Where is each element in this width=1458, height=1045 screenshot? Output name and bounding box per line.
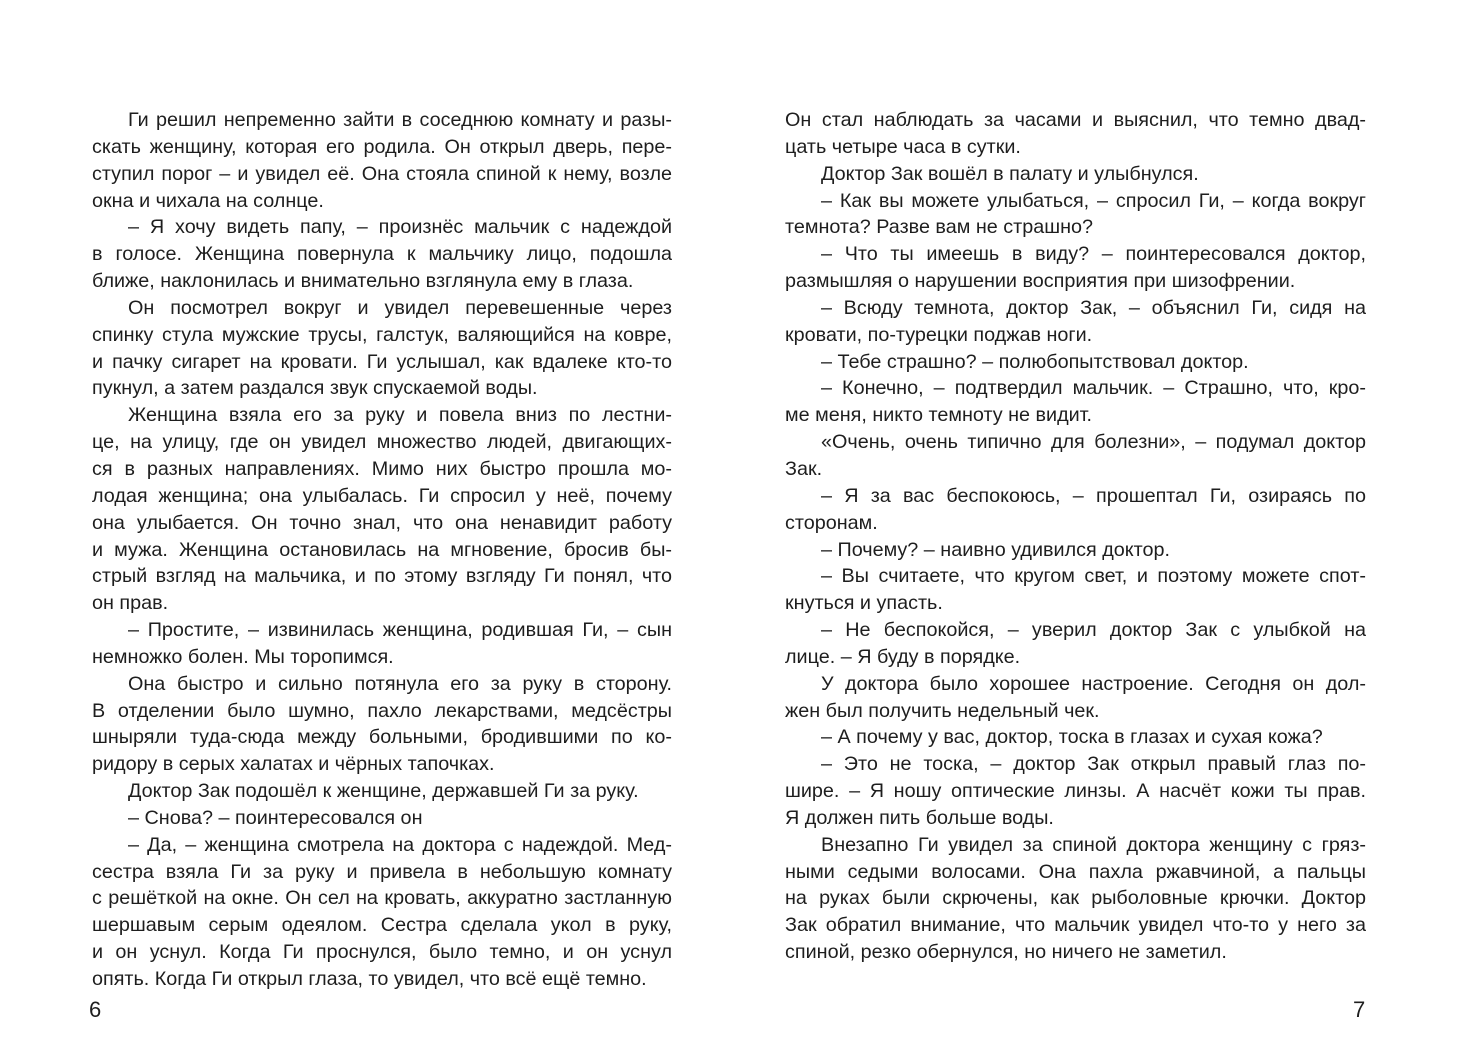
text-line: в голосе. Женщина повернула к мальчику лицо, подошла [92, 243, 672, 266]
text-line: – Почему? – наивно удивился доктор. [821, 538, 1170, 561]
text-line: на руках были скрючены, как рыболовные крючки. Доктор [785, 887, 1366, 910]
text-line: он прав. [92, 592, 169, 615]
text-line: ступил порог – и увидел её. Она стояла спиной к нему, возле [92, 162, 672, 185]
text-line: и мужа. Женщина остановилась на мгновение, бросив бы- [92, 538, 672, 561]
text-line: – Это не тоска, – доктор Зак открыл правый глаз по- [821, 753, 1366, 776]
text-line: жен был получить недельный чек. [785, 699, 1100, 722]
text-line: она улыбается. Он точно знал, что она ненавидит работу [92, 511, 672, 534]
text-line: Я должен пить больше воды. [785, 806, 1054, 829]
text-line: шныряли туда-сюда между больными, бродившими по ко- [92, 726, 672, 749]
right-page [729, 0, 1458, 1045]
text-line: и он уснул. Когда Ги проснулся, было темно, и он уснул [92, 941, 672, 964]
text-line: «Очень, очень типично для болезни», – подумал доктор [821, 431, 1366, 454]
text-line: – А почему у вас, доктор, тоска в глазах и сухая кожа? [821, 726, 1323, 749]
text-line: сестра взяла Ги за руку и привела в небольшую комнату [92, 860, 672, 883]
text-line: ме меня, никто темноту не видит. [785, 404, 1093, 427]
text-line: – Что ты имеешь в виду? – поинтересовался доктор, [821, 243, 1366, 266]
text-line: це, на улицу, где он увидел множество людей, двигающих- [92, 431, 672, 454]
text-line: – Я хочу видеть папу, – произнёс мальчик с надеждой [128, 216, 672, 239]
text-line: – Тебе страшно? – полюбопытствовал доктор. [821, 350, 1249, 373]
text-line: Женщина взяла его за руку и повела вниз по лестни- [128, 404, 672, 427]
text-line: с решёткой на окне. Он сел на кровать, аккуратно застланную [92, 887, 672, 910]
right-page-text [785, 107, 1366, 966]
text-line: стрый взгляд на мальчика, и по этому взгляду Ги понял, что [92, 565, 672, 588]
text-line: Доктор Зак вошёл в палату и улыбнулся. [821, 162, 1199, 185]
text-line: В отделении было шумно, пахло лекарствами, медсёстры [92, 699, 672, 722]
text-line: цать четыре часа в сутки. [785, 135, 1021, 158]
text-line: – Вы считаете, что кругом свет, и поэтому можете спот- [821, 565, 1366, 588]
text-line: Зак. [785, 457, 823, 480]
text-line: скать женщину, которая его родила. Он открыл дверь, пере- [92, 135, 672, 158]
text-line: шершавым серым одеялом. Сестра сделала укол в руку, [92, 914, 672, 937]
text-line: – Да, – женщина смотрела на доктора с надеждой. Мед- [128, 833, 672, 856]
text-line: окна и чихала на солнце. [92, 189, 324, 212]
text-line: – Я за вас беспокоюсь, – прошептал Ги, озираясь по [821, 484, 1366, 507]
text-line: – Не беспокойся, – уверил доктор Зак с улыбкой на [821, 619, 1366, 642]
text-line: Ги решил непременно зайти в соседнюю комнату и разы- [128, 109, 672, 131]
text-line: темнота? Разве вам не страшно? [785, 216, 1093, 239]
text-line: ближе, наклонилась и внимательно взглянула ему в глаза. [92, 270, 634, 293]
text-line: Внезапно Ги увидел за спиной доктора женщину с гряз- [821, 833, 1366, 856]
text-line: опять. Когда Ги открыл глаза, то увидел, что всё ещё темно. [92, 968, 647, 990]
text-line: спиной, резко обернулся, но ничего не заметил. [785, 941, 1227, 964]
text-line: Он стал наблюдать за часами и выяснил, что темно двад- [785, 109, 1366, 131]
text-line: Доктор Зак подошёл к женщине, державшей Ги за руку. [128, 780, 639, 803]
text-line: шире. – Я ношу оптические линзы. А насчёт кожи ты прав. [785, 780, 1366, 803]
text-line: лодая женщина; она улыбалась. Ги спросил у неё, почему [92, 484, 672, 507]
text-line: размышляя о нарушении восприятия при шизофрении. [785, 270, 1296, 293]
text-line: У доктора было хорошее настроение. Сегодня он дол- [821, 672, 1366, 695]
text-line: кнуться и упасть. [785, 592, 943, 615]
text-line: ридору в серых халатах и чёрных тапочках. [92, 753, 495, 776]
left-page-text [92, 107, 672, 993]
text-line: сторонам. [785, 511, 878, 534]
text-line: Зак обратил внимание, что мальчик увидел что-то у него за [785, 914, 1366, 937]
page-number-right: 7 [1353, 997, 1366, 1022]
text-line: – Всюду темнота, доктор Зак, – объяснил Ги, сидя на [821, 296, 1366, 319]
text-line: кровати, по-турецки поджав ноги. [785, 323, 1093, 346]
text-line: немножко болен. Мы торопимся. [92, 645, 394, 668]
text-line: пукнул, а затем раздался звук спускаемой воды. [92, 377, 538, 400]
page-number-left: 6 [89, 997, 102, 1022]
text-line: Она быстро и сильно потянула его за руку в сторону. [128, 672, 672, 695]
text-line: спинку стула мужские трусы, галстук, валяющийся на ковре, [92, 323, 672, 346]
text-line: – Снова? – поинтересовался он [128, 806, 423, 829]
text-line: лице. – Я буду в порядке. [785, 645, 1021, 668]
text-line: ными седыми волосами. Она пахла ржавчиной, а пальцы [785, 860, 1366, 883]
text-line: и пачку сигарет на кровати. Ги услышал, как вдалеке кто-то [92, 350, 672, 373]
text-line: Он посмотрел вокруг и увидел перевешенные через [128, 296, 672, 319]
text-line: – Конечно, – подтвердил мальчик. – Страшно, что, кро- [821, 377, 1366, 400]
text-line: – Простите, – извинилась женщина, родившая Ги, – сын [128, 619, 672, 642]
text-line: – Как вы можете улыбаться, – спросил Ги, – когда вокруг [821, 189, 1366, 212]
text-line: ся в разных направлениях. Мимо них быстро прошла мо- [92, 457, 672, 480]
